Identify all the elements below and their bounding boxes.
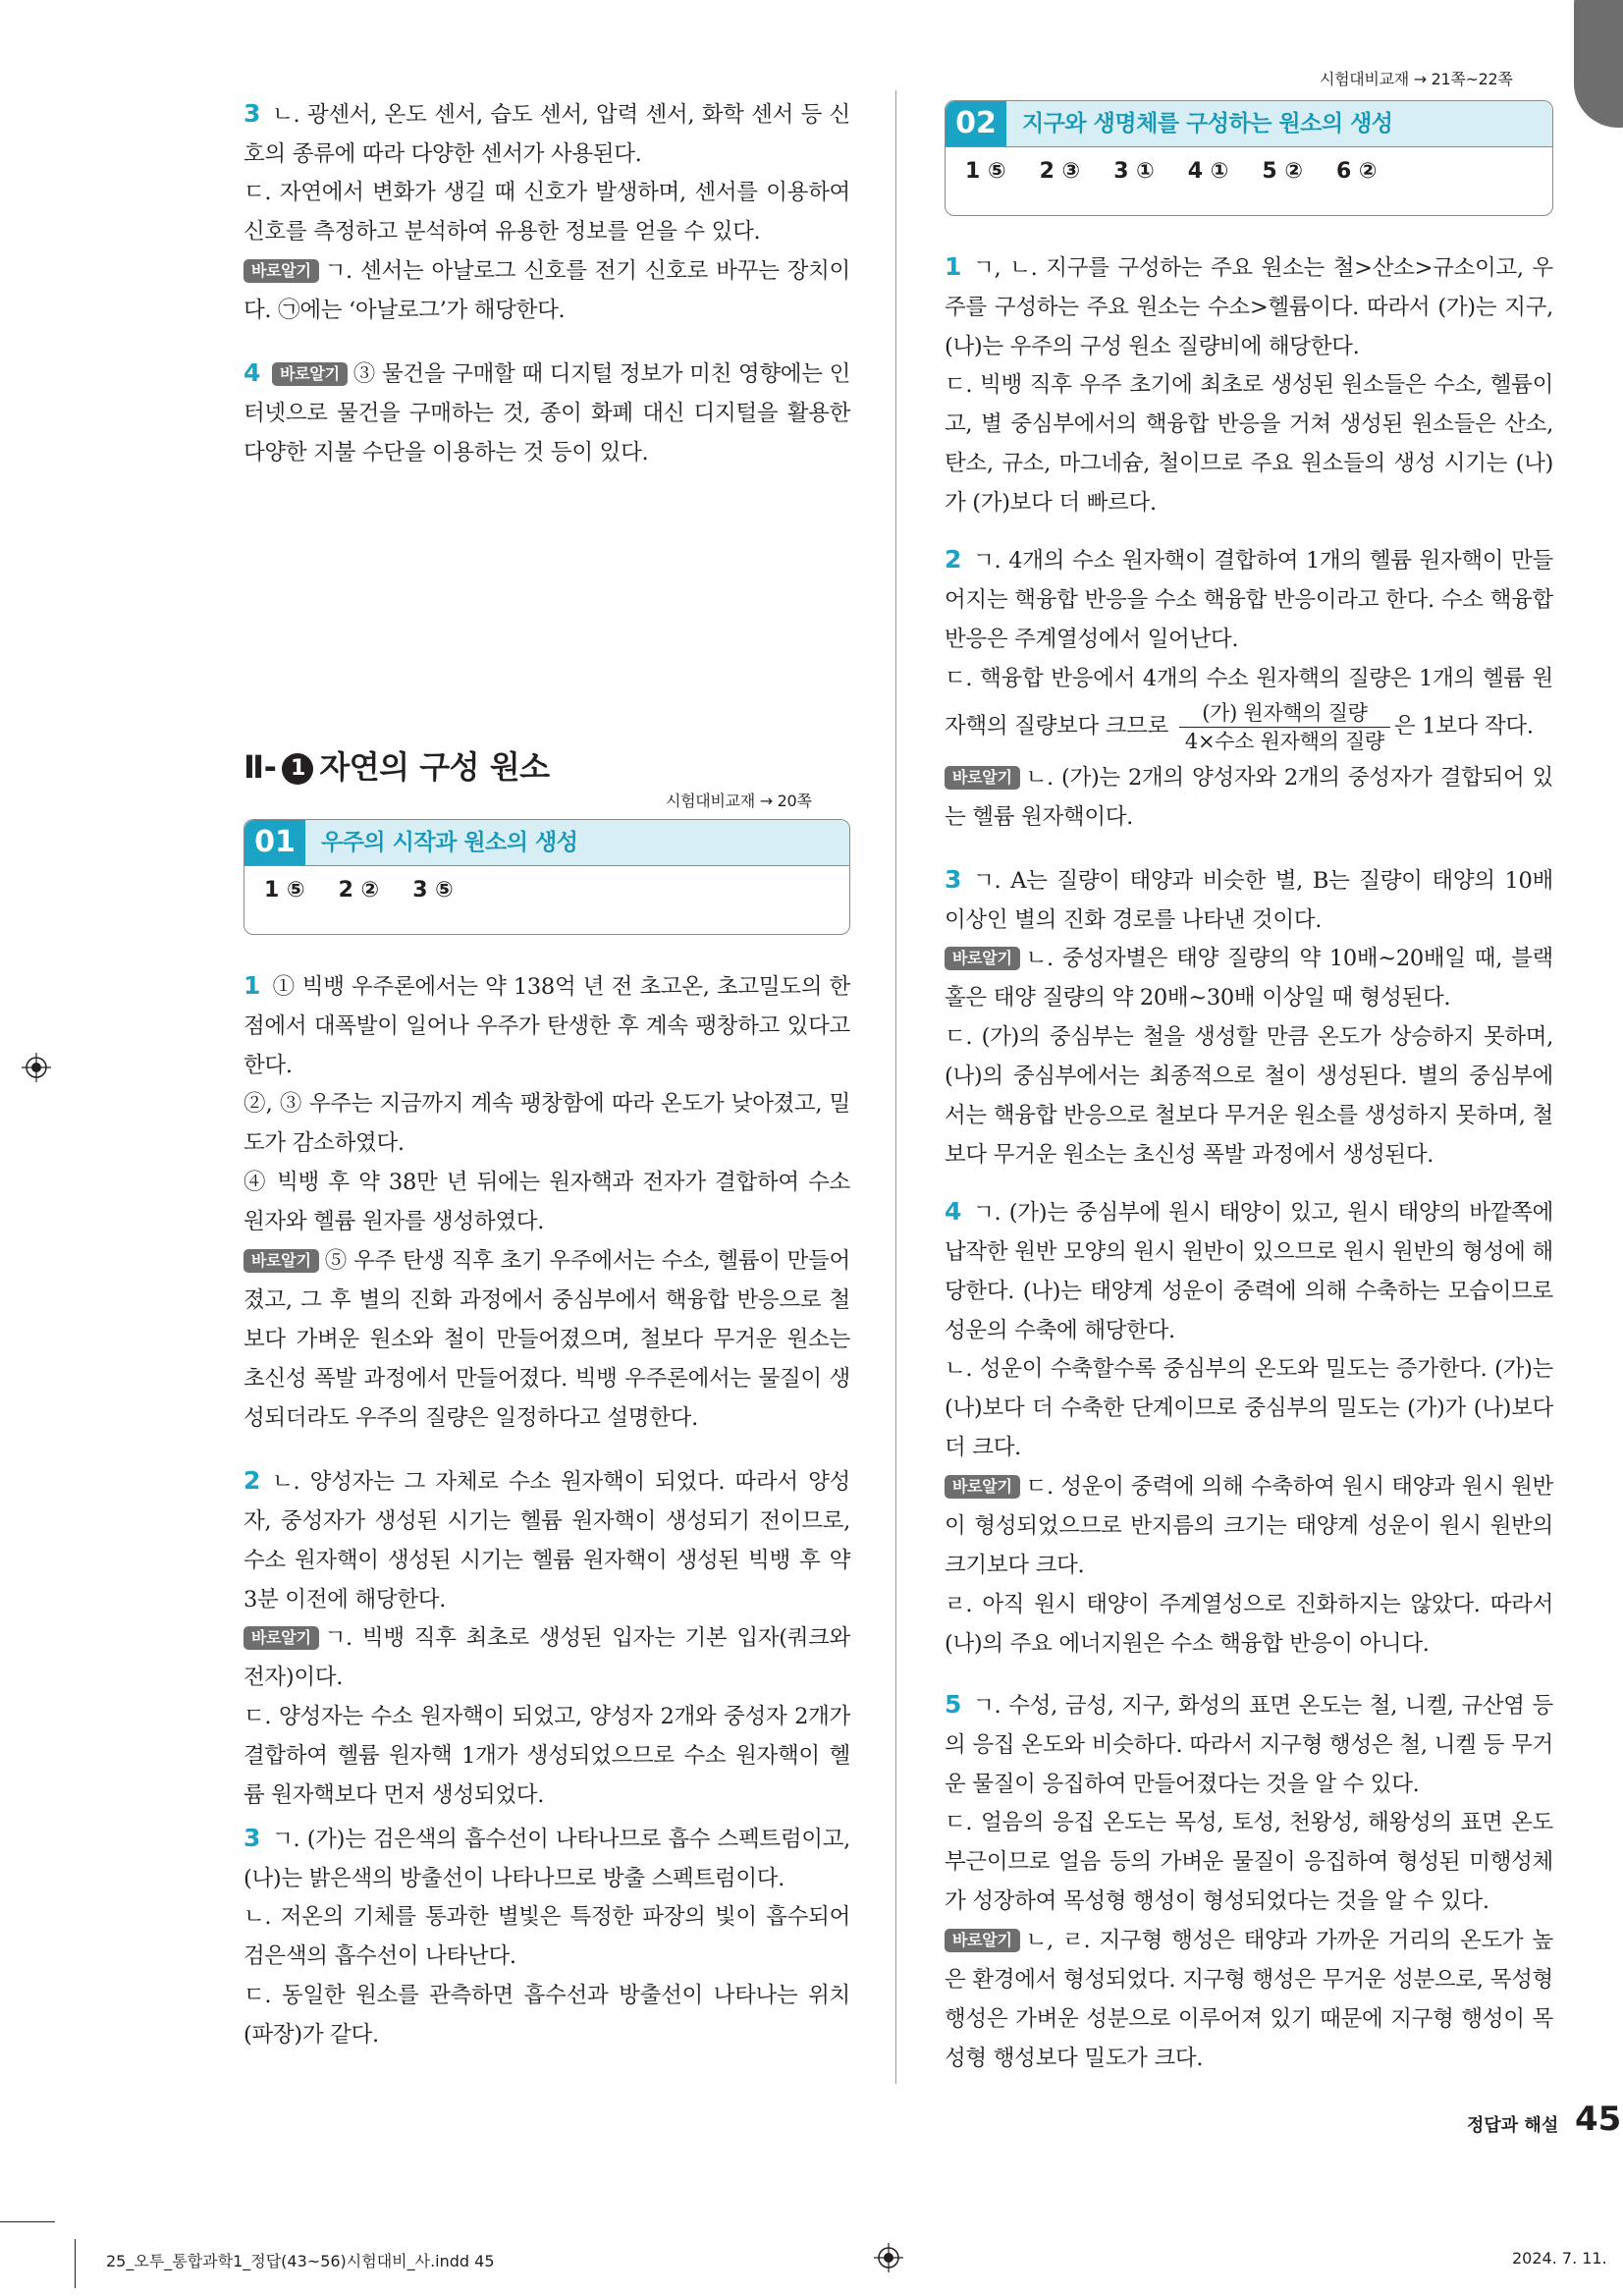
explanation-1d <box>243 1241 850 1438</box>
explanation-r5 <box>945 1685 1553 1804</box>
correction-badge: 바로알기 <box>243 1249 319 1273</box>
text: ㄴ. (가)는 2개의 양성자와 2개의 중성자가 결합되어 있는 헬륨 원자핵이다. <box>945 765 1553 830</box>
explanation-2c <box>243 1697 850 1815</box>
answer-box-header <box>244 820 849 866</box>
text: ㄱ. (가)는 검은색의 흡수선이 나타나므로 흡수 스펙트럼이고, (나)는 밝은색의 방출선이 나타나므로 방출 스펙트럼이다. <box>243 1827 850 1891</box>
text: ㄱ, ㄴ. 지구를 구성하는 주요 원소는 철>산소>규소이고, 우주를 구성하는 주요 원소는 수소>헬륨이다. 따라서 (가)는 지구, (나)는 우주의 구성 원소 질량비에 해당한다. <box>945 255 1553 359</box>
text: ㄷ. 양성자는 수소 원자핵이 되었고, 양성자 2개와 중성자 2개가 결합하여 헬륨 원자핵 1개가 생성되었으므로 수소 원자핵이 헬륨 원자핵보다 먼저 생성되었다. <box>243 1704 850 1808</box>
answer-box-title: 지구와 생명체를 구성하는 원소의 생성 <box>1022 111 1393 137</box>
crop-mark <box>0 2221 55 2222</box>
explanation-r3 <box>945 860 1553 940</box>
explanation-r2c <box>945 758 1553 837</box>
explanation-2b <box>243 1618 850 1697</box>
text: ㄹ. 아직 원시 태양이 주계열성으로 진화하지는 않았다. 따라서 (나)의 주요 에너지원은 수소 핵융합 반응이 아니다. <box>945 1592 1553 1657</box>
explanation-2 <box>243 1461 850 1619</box>
answer-box-02 <box>945 100 1553 216</box>
answer-number: 4 <box>945 1197 962 1226</box>
text: ④ 빅뱅 후 약 38만 년 뒤에는 원자핵과 전자가 결합하여 수소 원자와 헬륨 원자를 생성하였다. <box>243 1170 850 1234</box>
explanation-r2b <box>945 658 1553 755</box>
answer-key-list <box>264 871 454 910</box>
explanation-3 <box>243 1819 850 1898</box>
explanation-1c <box>243 1163 850 1241</box>
file-name: 25_오투_통합과학1_정답(43~56)시험대비_사.indd 45 <box>106 2252 495 2270</box>
text: ㄷ. 동일한 원소를 관측하면 흡수선과 방출선이 나타나는 위치(파장)가 같다. <box>243 1983 850 2048</box>
answer-box-01 <box>243 819 850 935</box>
answer-key-item: 1 ⑤ <box>965 159 1006 184</box>
answer-number: 1 <box>945 252 962 281</box>
text: ②, ③ 우주는 지금까지 계속 팽창함에 따라 온도가 낮아졌고, 밀도가 감소하였다. <box>243 1091 850 1156</box>
answer-number: 5 <box>945 1690 962 1719</box>
correction-badge: 바로알기 <box>945 947 1020 970</box>
section-number-circle: 1 <box>282 753 313 785</box>
explanation-3c <box>243 1976 850 2054</box>
text: ㄱ. 빅뱅 직후 최초로 생성된 입자는 기본 입자(쿼크와 전자)이다. <box>243 1625 850 1690</box>
text: ㄴ. 성운이 수축할수록 중심부의 온도와 밀도는 증가한다. (가)는 (나)보다 더 수축한 단계이므로 중심부의 밀도는 (가)가 (나)보다 더 크다. <box>945 1356 1553 1460</box>
explanation-r3c <box>945 1017 1553 1175</box>
text: ㄷ. 자연에서 변화가 생길 때 신호가 발생하며, 센서를 이용하여 신호를 측정하고 분석하여 유용한 정보를 얻을 수 있다. <box>243 180 850 245</box>
answer-key-item: 5 ② <box>1262 159 1303 184</box>
explanation-r4 <box>945 1192 1553 1350</box>
text: ㄱ. 수성, 금성, 지구, 화성의 표면 온도는 철, 니켈, 규산염 등의 응집 온도와 비슷하다. 따라서 지구형 행성은 철, 니켈 등 무거운 물질이 응집하여 만들어졌다는 것을 알 수 있다. <box>945 1693 1553 1797</box>
text: ㄴ. 중성자별은 태양 질량의 약 10배~20배일 때, 블랙홀은 태양 질량의 약 20배~30배 이상일 때 형성된다. <box>945 946 1553 1011</box>
crop-mark <box>75 2239 76 2288</box>
section-title-text: 자연의 구성 원소 <box>319 748 550 786</box>
print-date: 2024. 7. 11. <box>1512 2249 1607 2268</box>
correction-badge: 바로알기 <box>243 259 319 283</box>
correction-badge: 바로알기 <box>945 1475 1020 1499</box>
text: ㄴ. 저온의 기체를 통과한 별빛은 특정한 파장의 빛이 흡수되어 검은색의 흡수선이 나타난다. <box>243 1904 850 1969</box>
answer-number: 4 <box>243 358 261 387</box>
text: ③ 물건을 구매할 때 디지털 정보가 미친 영향에는 인터넷으로 물건을 구매하는 것, 종이 화폐 대신 디지털을 활용한 다양한 지불 수단을 이용하는 것 등이 있다. <box>243 361 850 465</box>
text: ㄷ. 얼음의 응집 온도는 목성, 토성, 천왕성, 해왕성의 표면 온도 부근이므로 얼음 등의 가벼운 물질이 응집하여 형성된 미행성체가 성장하여 목성형 행성이 형성되었다는 것을 알 수 있다. <box>945 1810 1553 1914</box>
text: ㄱ. 4개의 수소 원자핵이 결합하여 1개의 헬륨 원자핵이 만들어지는 핵융합 반응을 수소 핵융합 반응이라고 한다. 수소 핵융합 반응은 주계열성에서 일어난다. <box>945 548 1553 652</box>
answer-box-number: 02 <box>946 101 1006 146</box>
fraction <box>1179 699 1390 755</box>
fraction-numerator: (가) 원자핵의 질량 <box>1179 699 1390 728</box>
answer-number: 2 <box>945 545 962 574</box>
text: ① 빅뱅 우주론에서는 약 138억 년 전 초고온, 초고밀도의 한 점에서 대폭발이 일어나 우주가 탄생한 후 계속 팽창하고 있다고 한다. <box>243 974 850 1078</box>
answer-box-title: 우주의 시작과 원소의 생성 <box>321 830 578 855</box>
fraction-denominator: 4×수소 원자핵의 질량 <box>1184 730 1384 753</box>
correction-badge: 바로알기 <box>272 362 348 386</box>
explanation-r3b <box>945 939 1553 1017</box>
text: ㄱ. 센서는 아날로그 신호를 전기 신호로 바꾸는 장치이다. ㉠에는 ‘아날로그’가 해당한다. <box>243 258 850 323</box>
correction-badge: 바로알기 <box>243 1626 319 1650</box>
registration-mark-icon <box>874 2243 903 2272</box>
text: ㄷ. (가)의 중심부는 철을 생성할 만큼 온도가 상승하지 못하며, (나)의 중심부에서는 최종적으로 철이 생성된다. 별의 중심부에서는 핵융합 반응으로 철보다 무거운 원소를 생성하지 못하며, 철보다 무거운 원소는 초신성 폭발 과정에서 생성된다. <box>945 1024 1553 1168</box>
answer-key-item: 1 ⑤ <box>264 878 305 902</box>
section-prefix: Ⅱ- <box>243 748 277 786</box>
registration-mark-icon <box>22 1053 51 1082</box>
answer-number: 3 <box>945 865 962 894</box>
answer-number: 1 <box>243 971 261 1000</box>
answer-number: 3 <box>243 1824 261 1852</box>
text: ㄴ, ㄹ. 지구형 행성은 태양과 가까운 거리의 온도가 높은 환경에서 형성되었다. 지구형 행성은 무거운 성분으로, 목성형 행성은 가벼운 성분으로 이루어져 있기 때문에 지구형 행성이 목성형 행성보다 밀도가 크다. <box>945 1928 1553 2071</box>
answer-key-item: 6 ② <box>1335 159 1378 184</box>
text: ㄴ. 광센서, 온도 센서, 습도 센서, 압력 센서, 화학 센서 등 신호의 종류에 따라 다양한 센서가 사용된다. <box>243 102 850 167</box>
answer-box-header <box>946 101 1552 147</box>
corner-tab <box>1574 0 1623 128</box>
text: ㄱ. (가)는 중심부에 원시 태양이 있고, 원시 태양의 바깥쪽에 납작한 원반 모양의 원시 원반이 있으므로 원시 원반의 형성에 해당한다. (나)는 태양계 성운이 중력에 의해 수축하는 모습이므로 성운의 수축에 해당한다. <box>945 1200 1553 1343</box>
explanation-r4b <box>945 1349 1553 1467</box>
answer-key-list <box>965 152 1378 191</box>
answer-number: 2 <box>243 1466 261 1495</box>
correction-badge: 바로알기 <box>945 766 1020 790</box>
text: 은 1보다 작다. <box>1393 713 1534 739</box>
footer-label: 정답과 해설 <box>1467 2115 1559 2136</box>
section-title <box>243 742 550 788</box>
explanation-3b <box>243 1897 850 1976</box>
answer-key-item: 3 ⑤ <box>412 878 454 902</box>
answer-3-correction <box>243 251 850 330</box>
explanation-r4d <box>945 1585 1553 1664</box>
answer-4-paragraph <box>243 354 850 472</box>
answer-box-number: 01 <box>244 820 305 865</box>
explanation-1b <box>243 1084 850 1163</box>
explanation-r5b <box>945 1803 1553 1921</box>
correction-badge: 바로알기 <box>945 1929 1020 1952</box>
answer-key-item: 2 ③ <box>1039 159 1081 184</box>
explanation-1 <box>243 966 850 1085</box>
page-number: 45 <box>1575 2100 1622 2139</box>
explanation-r1b <box>945 365 1553 522</box>
answer-3-paragraph <box>243 94 850 174</box>
answer-key-item: 2 ② <box>338 878 380 902</box>
text: ㄷ. 성운이 중력에 의해 수축하여 원시 태양과 원시 원반이 형성되었으므로 반지름의 크기는 태양계 성운이 원시 원반의 크기보다 크다. <box>945 1474 1553 1578</box>
explanation-r1 <box>945 247 1553 366</box>
answer-number: 3 <box>243 99 261 128</box>
text: ⑤ 우주 탄생 직후 초기 우주에서는 수소, 헬륨이 만들어졌고, 그 후 별의 진화 과정에서 중심부에서 핵융합 반응으로 철보다 가벼운 원소와 철이 만들어졌으며, 철보다 무거운 원소는 초신성 폭발 과정에서 만들어졌다. 빅뱅 우주론에서는 물질이 생성되더라도 우주의 질량은 일정하다고 설명한다. <box>243 1248 850 1431</box>
text: ㄴ. 양성자는 그 자체로 수소 원자핵이 되었다. 따라서 양성자, 중성자가 생성된 시기는 헬륨 원자핵이 생성되기 전이므로, 수소 원자핵이 생성된 시기는 헬륨 원자핵이 생성된 빅뱅 후 약 3분 이전에 해당한다. <box>243 1469 850 1613</box>
explanation-r4c <box>945 1467 1553 1585</box>
answer-key-item: 3 ① <box>1113 159 1155 184</box>
exam-reference-left: 시험대비교재 → 20쪽 <box>666 792 812 810</box>
answer-key-item: 4 ① <box>1187 159 1229 184</box>
exam-reference-right: 시험대비교재 → 21쪽~22쪽 <box>1320 70 1513 88</box>
answer-3-paragraph-b <box>243 173 850 251</box>
column-divider <box>895 90 896 2084</box>
explanation-r2 <box>945 540 1553 659</box>
explanation-r5c <box>945 1921 1553 2078</box>
text: ㄷ. 빅뱅 직후 우주 초기에 최초로 생성된 원소들은 수소, 헬륨이고, 별 중심부에서의 핵융합 반응을 거쳐 생성된 원소들은 산소, 탄소, 규소, 마그네슘, 철이므로 주요 원소들의 생성 시기는 (나)가 (가)보다 더 빠르다. <box>945 372 1553 516</box>
text: ㄷ. 핵융합 반응에서 4개의 수소 원자핵의 질량은 1개의 헬륨 원자핵의 질량보다 크므로 <box>945 666 1553 739</box>
text: ㄱ. A는 질량이 태양과 비슷한 별, B는 질량이 태양의 10배 이상인 별의 진화 경로를 나타낸 것이다. <box>945 868 1553 933</box>
